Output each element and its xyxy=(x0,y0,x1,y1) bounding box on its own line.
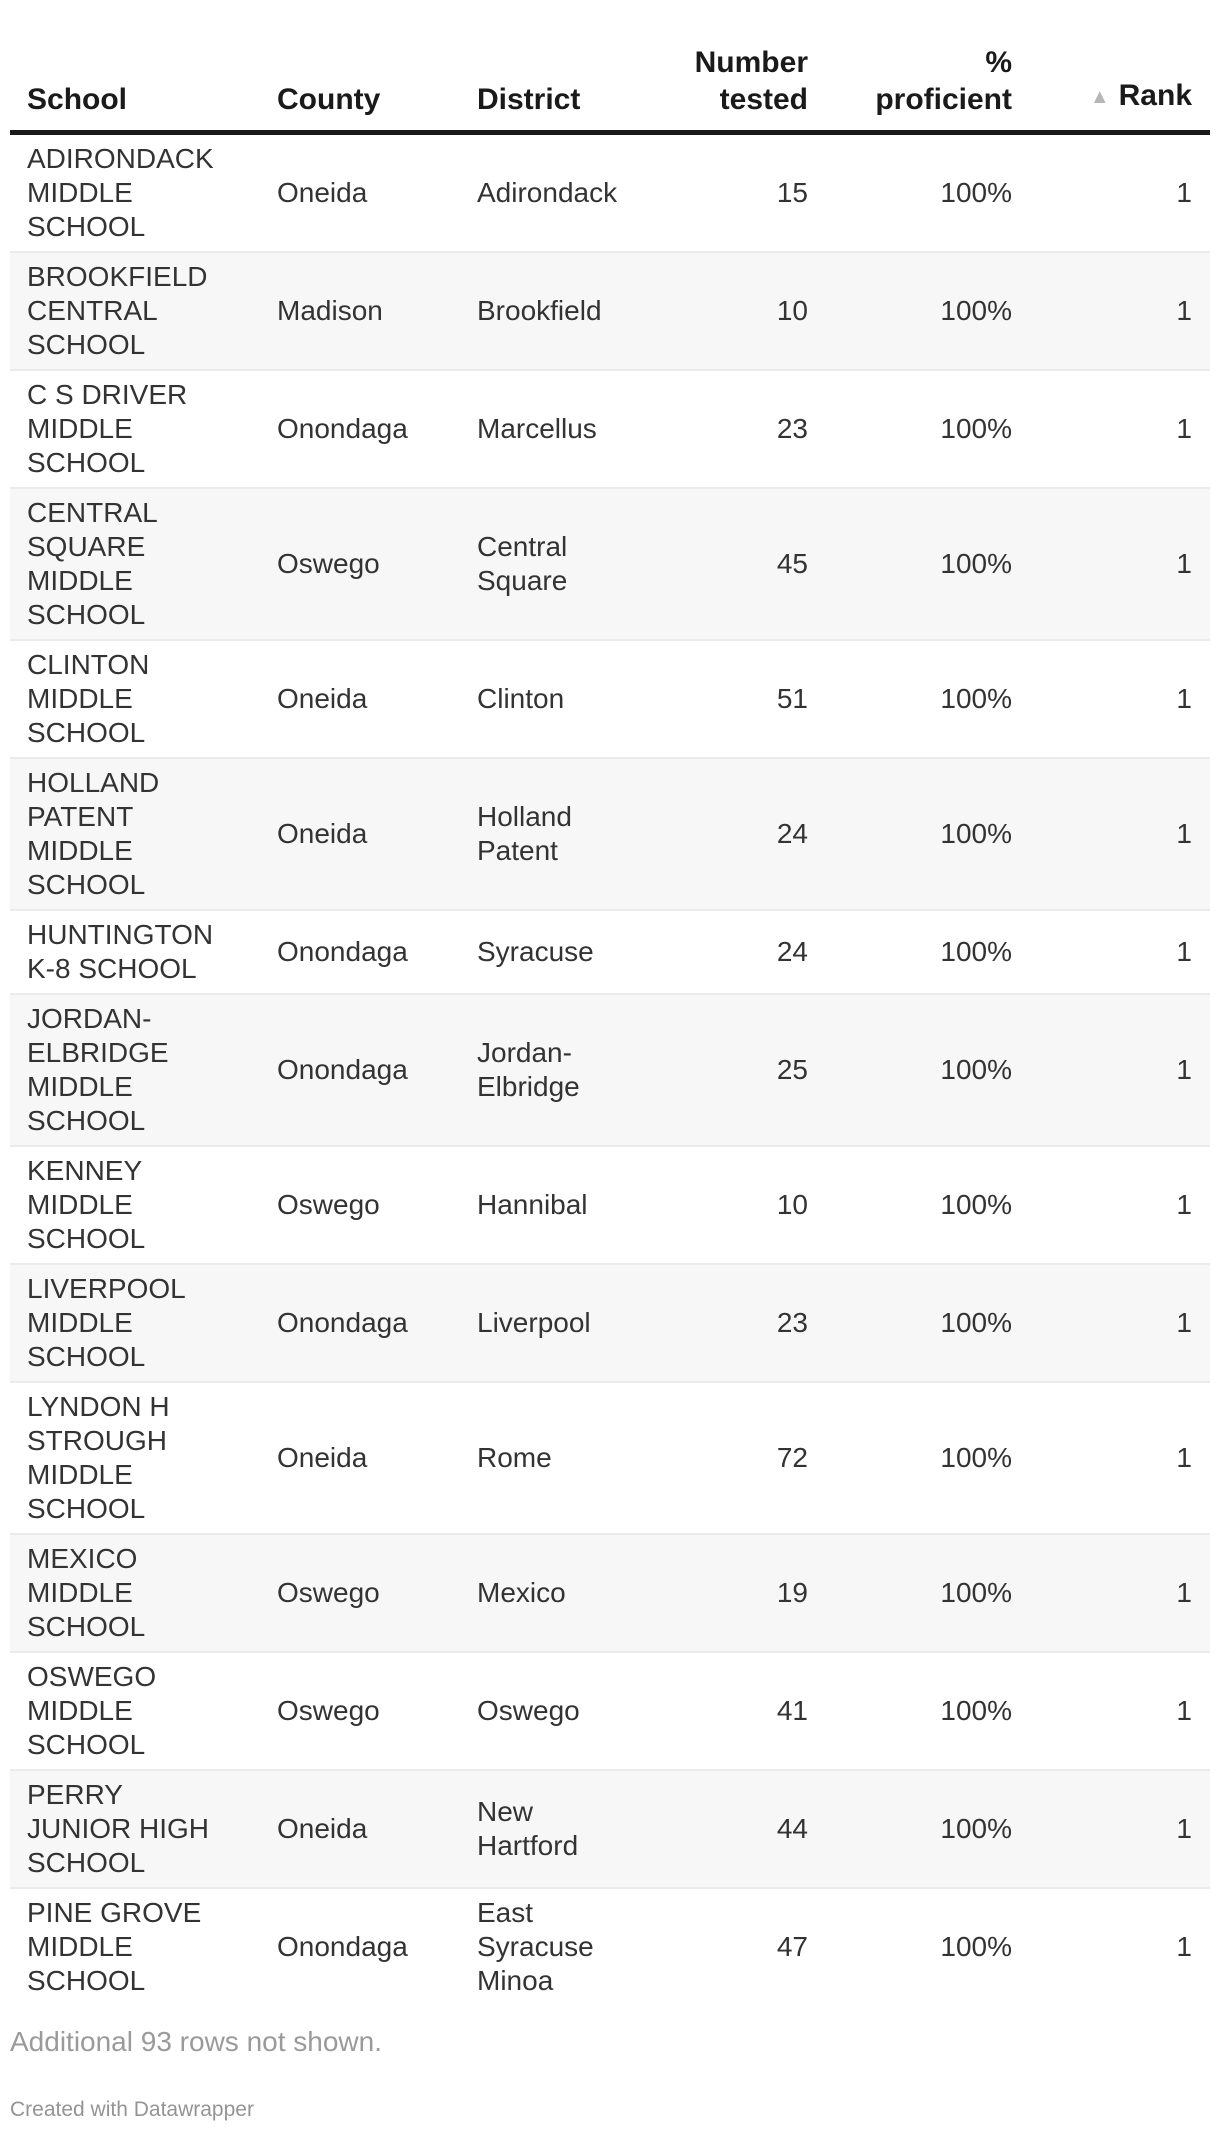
cell-district: East Syracuse Minoa xyxy=(477,1888,627,2005)
cell-proficient: 100% xyxy=(808,370,1012,488)
cell-county: Onondaga xyxy=(277,994,477,1146)
table-row xyxy=(10,1652,1210,1770)
cell-county: Oneida xyxy=(277,177,368,208)
cell-rank: 1 xyxy=(1012,994,1210,1146)
cell-county: Oneida xyxy=(277,1770,477,1888)
school-proficiency-table xyxy=(10,0,1210,2005)
column-header-district[interactable]: District xyxy=(477,0,627,133)
cell-school: CLINTON MIDDLE SCHOOL xyxy=(10,640,277,758)
cell-tested: 25 xyxy=(627,994,808,1146)
cell-proficient: 100% xyxy=(808,1264,1012,1382)
column-header-number-tested[interactable]: Number tested xyxy=(627,0,808,133)
cell-county: Oneida xyxy=(277,758,477,910)
column-header-rank-label: Rank xyxy=(1118,79,1192,112)
cell-rank: 1 xyxy=(1012,1652,1210,1770)
datawrapper-attribution-link[interactable]: Created with Datawrapper xyxy=(10,2098,254,2121)
cell-tested: 10 xyxy=(627,1146,808,1264)
cell-school: KENNEY MIDDLE SCHOOL xyxy=(10,1146,277,1264)
cell-rank: 1 xyxy=(1012,1534,1210,1652)
cell-tested: 45 xyxy=(627,488,808,640)
cell-tested: 10 xyxy=(627,252,808,370)
cell-rank: 1 xyxy=(1012,488,1210,640)
cell-county: Oswego xyxy=(277,1652,477,1770)
cell-district: Liverpool xyxy=(477,1264,627,1382)
cell-county: Oneida xyxy=(277,1382,477,1534)
cell-proficient: 100% xyxy=(808,1534,1012,1652)
cell-proficient: 100% xyxy=(808,252,1012,370)
cell-rank: 1 xyxy=(1012,758,1210,910)
cell-county: Oswego xyxy=(277,488,477,640)
cell-district: Clinton xyxy=(477,640,627,758)
cell-rank: 1 xyxy=(1012,1264,1210,1382)
cell-rank: 1 xyxy=(1012,1146,1210,1264)
table-row xyxy=(10,1146,1210,1264)
cell-school: PERRY JUNIOR HIGH SCHOOL xyxy=(10,1770,277,1888)
cell-county: Onondaga xyxy=(277,910,477,994)
cell-school: JORDAN-ELBRIDGE MIDDLE SCHOOL xyxy=(10,994,277,1146)
cell-district: Brookfield xyxy=(477,252,627,370)
cell-proficient: 100% xyxy=(808,758,1012,910)
cell-rank: 1 xyxy=(1012,1888,1210,2005)
cell-school: C S DRIVER MIDDLE SCHOOL xyxy=(10,370,277,488)
table-row xyxy=(10,640,1210,758)
cell-tested: 19 xyxy=(627,1534,808,1652)
column-header-county[interactable]: County xyxy=(277,0,477,133)
cell-tested: 44 xyxy=(627,1770,808,1888)
cell-district: Marcellus xyxy=(477,370,627,488)
column-header-rank[interactable] xyxy=(1012,0,1210,133)
cell-school: LIVERPOOL MIDDLE SCHOOL xyxy=(10,1264,277,1382)
cell-rank: 1 xyxy=(1012,252,1210,370)
cell-tested: 15 xyxy=(776,177,808,208)
cell-county: Oswego xyxy=(277,1146,477,1264)
table-row xyxy=(10,910,1210,994)
cell-school: MEXICO MIDDLE SCHOOL xyxy=(10,1534,277,1652)
cell-tested: 24 xyxy=(627,758,808,910)
cell-district: Central Square xyxy=(477,488,627,640)
cell-district: Hannibal xyxy=(477,1146,627,1264)
cell-tested: 47 xyxy=(627,1888,808,2005)
cell-school: LYNDON H STROUGH MIDDLE SCHOOL xyxy=(10,1382,277,1534)
cell-tested: 24 xyxy=(627,910,808,994)
table-row xyxy=(10,133,1210,253)
cell-district: Rome xyxy=(477,1382,627,1534)
cell-school: OSWEGO MIDDLE SCHOOL xyxy=(10,1652,277,1770)
rows-not-shown-note: Additional 93 rows not shown. xyxy=(10,2026,382,2057)
table-row xyxy=(10,252,1210,370)
table-row xyxy=(10,1534,1210,1652)
cell-proficient: 100% xyxy=(808,488,1012,640)
cell-proficient: 100% xyxy=(808,1888,1012,2005)
cell-school: ADIRONDACK MIDDLE SCHOOL xyxy=(27,143,214,242)
cell-county: Oneida xyxy=(277,640,477,758)
cell-county: Onondaga xyxy=(277,1264,477,1382)
cell-proficient: 100% xyxy=(808,1652,1012,1770)
sort-ascending-icon: ▲ xyxy=(1089,86,1110,108)
cell-rank: 1 xyxy=(1012,1382,1210,1534)
cell-proficient: 100% xyxy=(808,994,1012,1146)
table-row xyxy=(10,1770,1210,1888)
cell-district: Holland Patent xyxy=(477,758,627,910)
cell-tested: 23 xyxy=(627,1264,808,1382)
cell-county: Onondaga xyxy=(277,370,477,488)
cell-rank: 1 xyxy=(1012,1770,1210,1888)
cell-district: New Hartford xyxy=(477,1770,627,1888)
table-row xyxy=(10,1382,1210,1534)
cell-proficient: 100% xyxy=(808,910,1012,994)
cell-school: HUNTINGTON K-8 SCHOOL xyxy=(10,910,277,994)
cell-district: Oswego xyxy=(477,1652,627,1770)
cell-county: Oswego xyxy=(277,1534,477,1652)
cell-school: PINE GROVE MIDDLE SCHOOL xyxy=(10,1888,277,2005)
cell-tested: 51 xyxy=(627,640,808,758)
cell-tested: 72 xyxy=(627,1382,808,1534)
cell-proficient: 100% xyxy=(808,1382,1012,1534)
cell-rank: 1 xyxy=(1012,370,1210,488)
table-row xyxy=(10,1264,1210,1382)
header-row xyxy=(10,0,1210,133)
cell-school: CENTRAL SQUARE MIDDLE SCHOOL xyxy=(10,488,277,640)
table-row xyxy=(10,370,1210,488)
cell-proficient: 100% xyxy=(808,1770,1012,1888)
cell-tested: 41 xyxy=(627,1652,808,1770)
cell-school: HOLLAND PATENT MIDDLE SCHOOL xyxy=(10,758,277,910)
cell-proficient: 100% xyxy=(808,1146,1012,1264)
cell-proficient: 100% xyxy=(808,640,1012,758)
cell-rank: 1 xyxy=(1012,640,1210,758)
cell-rank: 1 xyxy=(1012,910,1210,994)
cell-county: Madison xyxy=(277,252,477,370)
table-row xyxy=(10,1888,1210,2005)
cell-rank: 1 xyxy=(1176,177,1192,208)
cell-district: Adirondack xyxy=(477,177,618,208)
cell-tested: 23 xyxy=(627,370,808,488)
cell-proficient: 100% xyxy=(940,177,1012,208)
column-header-percent-proficient[interactable]: % proficient xyxy=(808,0,1012,133)
cell-district: Mexico xyxy=(477,1534,627,1652)
cell-district: Jordan-Elbridge xyxy=(477,994,627,1146)
table-row xyxy=(10,488,1210,640)
table-row xyxy=(10,994,1210,1146)
cell-county: Onondaga xyxy=(277,1888,477,2005)
table-body xyxy=(10,133,1210,2006)
column-header-school[interactable]: School xyxy=(10,0,277,133)
cell-school: BROOKFIELD CENTRAL SCHOOL xyxy=(10,252,277,370)
cell-district: Syracuse xyxy=(477,910,627,994)
table-row xyxy=(10,758,1210,910)
